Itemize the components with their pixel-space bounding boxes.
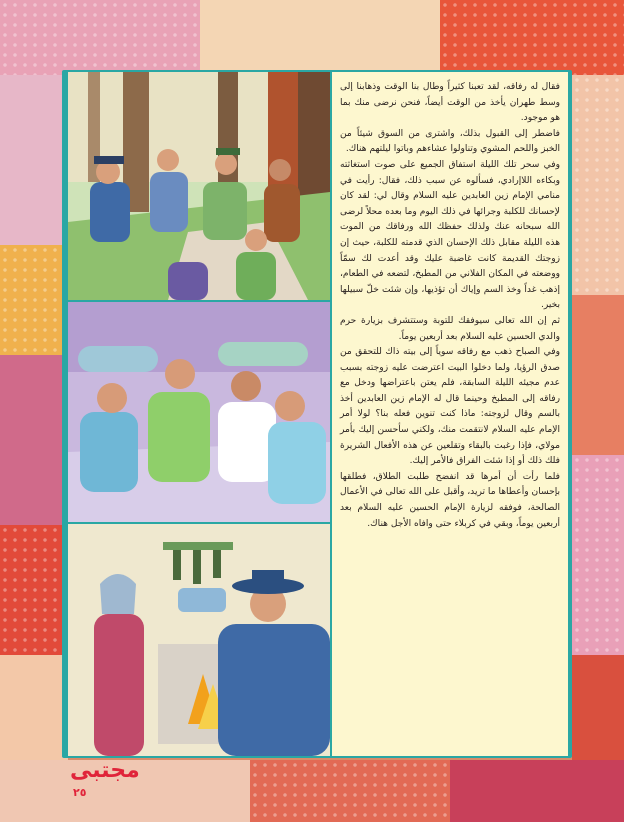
bg-patch xyxy=(0,75,68,245)
paragraph: فلما رأت أن أمرها قد انفضح طلبت الطلاق، فطلقها بإحسان وأعطاها ما تريد، وأقبل على الله تعالى في الأعمال الصالحة، فوفقه لزيارة الإمام الحسين عليه السلام بعد أربعين يوماً، وبقي في كربلاء حتى وافاه الأجل هناك. xyxy=(340,471,560,529)
paragraph: وفي الصباح ذهب مع رفاقه سوياً إلى بيته ذاك للتحقق من صدق الرؤيا، ولما دخلوا البيت اعترضت عليه زوجته بسبب عدم مجيئه الليلة السابقة، فلم يعتن باعتراضها ودخل مع رفاقه إلى المطبخ وحينما قال له الإمام زين العابدين أخذ بالسم وقال لزوجته: ماذا كنت تنوين فعله بنا؟ لولا أمر الإمام عليه السلام لانتقمت منك، ولكني سأحسن إليك بأمر مولاي، فإذا رغبت بالبقاء وتقلعين عن هذه الأفعال الشريرة فلك ذلك أو إذا شئت الفراق فالأمر إليك. xyxy=(340,347,560,467)
bg-patch xyxy=(572,455,624,655)
magazine-logo: مجتبى xyxy=(70,758,140,783)
paragraph: فقال له رفاقه، لقد تعبنا كثيراً وطال بنا الوقت وذهابنا إلى وسط طهران يأخذ من الوقت أيضاً، فنحن نرضى منك بما هو موجود. xyxy=(340,82,560,124)
bg-patch xyxy=(450,760,624,822)
illustration-kitchen-scene xyxy=(68,524,330,756)
bg-patch xyxy=(572,295,624,455)
article-text-column xyxy=(332,72,568,756)
paragraph: وفي سحر تلك الليلة استفاق الجميع على صوت استغاثته وبكاءه اللاإرادي، فسألوه عن سبب ذلك، فقال: رأيت في منامي الإمام زين العابدين عليه السلام وقال لي: لقد كان لإحسانك للكلبة وجرائها في ذلك اليوم وما بعده محلاً لرضى الله سبحانه عنك ولذلك حفظك الله ورفاقك من الموت هذه الليلة مقابل ذلك الإحسان الذي قدمته للكلبة، حيث إن زوجتك القديمة كانت غاضبة عليك وقد أعدت لك سمّاً ووضعته في المكان الفلاني من المطبخ، لتضعه في الطعام، إذهب غداً وخذ السم وإياك أن تؤذيها، وإن شئت خلّ سبيلها بخير. xyxy=(340,159,560,311)
bg-patch xyxy=(0,0,200,75)
bg-patch xyxy=(200,0,440,75)
bg-patch xyxy=(0,355,68,525)
bg-patch xyxy=(0,245,68,355)
page-number: ٢٥ xyxy=(73,786,87,799)
page-panel xyxy=(62,70,572,758)
bg-patch xyxy=(0,525,68,655)
paragraph: ثم إن الله تعالى سيوفقك للتوبة وستتشرف بزيارة حرم والدي الحسين عليه السلام بعد أربعين يوماً. xyxy=(340,315,560,342)
bg-patch xyxy=(572,75,624,295)
illustration-men-in-forest xyxy=(68,72,330,300)
bg-patch xyxy=(250,760,450,822)
illustrations-column xyxy=(68,72,330,756)
paragraph: فاضطر إلى القبول بذلك، واشترى من السوق شيئاً من الخبز واللحم المشوي وتناولوا عشاءهم وباتوا ليلتهم هناك. xyxy=(340,128,560,155)
illustration-men-indoors xyxy=(68,302,330,522)
bg-patch xyxy=(440,0,624,75)
